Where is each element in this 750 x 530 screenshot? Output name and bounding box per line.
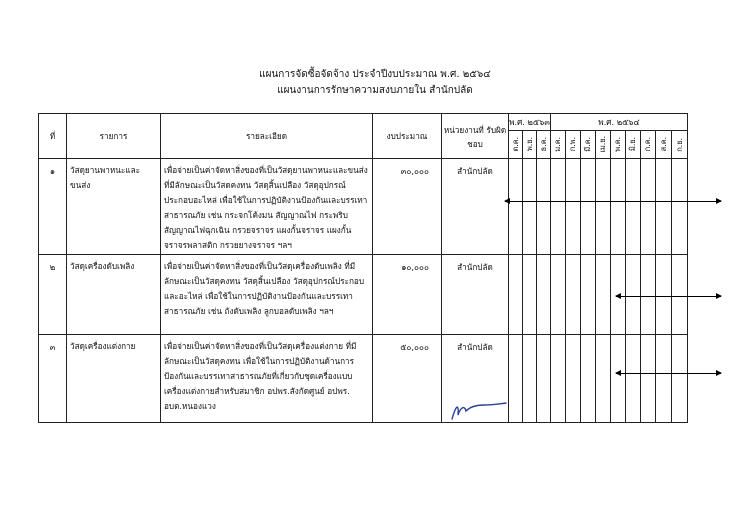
table-row bbox=[39, 255, 688, 335]
month-header: ต.ค. bbox=[509, 131, 523, 159]
row-budget: ๓๐,๐๐๐ bbox=[373, 159, 442, 255]
row-detail: เพื่อจ่ายเป็นค่าจัดหาสิ่งของที่เป็นวัสดุเครื่องแต่งกาย ที่มีลักษณะเป็นวัสดุคงทน เพื่อใช้ในการปฏิบัติงานด้านการป้องกันและบรรเทาสาธารณภัยที่เกี่ยวกับชุดเครื่องแบบ เครื่องแต่งกายสำหรับสมาชิก อปพร.สังกัดศูนย์ อปพร. อบต.หนองแวง bbox=[161, 335, 373, 423]
row-item: วัสดุเครื่องดับเพลิง bbox=[67, 255, 161, 335]
row-responsible: สำนักปลัด bbox=[442, 255, 509, 335]
procurement-plan-table bbox=[38, 113, 688, 423]
month-header: เม.ย. bbox=[596, 131, 611, 159]
month-header: ม.ค. bbox=[551, 131, 566, 159]
row-detail: เพื่อจ่ายเป็นค่าจัดหาสิ่งของที่เป็นวัสดุยานพาหนะและขนส่งที่มีลักษณะเป็นวัสดคงทน วัสดุสิ้นเปลือง วัสดุอุปกรณ์ประกอบอะไหล่ เพื่อใช้ในการปฏิบัติงานป้องกันและบรรเทาสาธารณภัย เช่น กระจกโค้งมน สัญญาณไฟ กระพริบ สัญญาณไฟฉุกเฉิน กรวยจราจร แผงกั้นจราจร แผงกั้นจราจรพลาสติก กรวยยางจราจร ฯลฯ bbox=[161, 159, 373, 255]
month-header: ก.ย. bbox=[672, 131, 688, 159]
row-budget: ๑๐,๐๐๐ bbox=[373, 255, 442, 335]
month-header: มี.ค. bbox=[581, 131, 596, 159]
header-detail: รายละเอียด bbox=[161, 114, 373, 159]
schedule-arrow-row-1 bbox=[505, 201, 721, 202]
header-year-2564: พ.ศ. ๒๕๖๔ bbox=[551, 114, 688, 131]
document-title: แผนการจัดซื้อจัดจ้าง ประจำปีงบประมาณ พ.ศ. ๒๕๖๔ bbox=[259, 69, 491, 80]
row-responsible: สำนักปลัด bbox=[442, 335, 509, 423]
row-budget: ๕๐,๐๐๐ bbox=[373, 335, 442, 423]
month-header: ส.ค. bbox=[656, 131, 672, 159]
row-detail: เพื่อจ่ายเป็นค่าจัดหาสิ่งของที่เป็นวัสดุเครื่องดับเพลิง ที่มีลักษณะเป็นวัสดุคงทน วัสดุสิ้นเปลือง วัสดุอุปกรณ์ประกอบและอะไหล่ เพื่อใช้ในการปฏิบัติงานป้องกันและบรรเทาสาธารณภัย เช่น ถังดับเพลิง ลูกบอลดับเพลิง ฯลฯ bbox=[161, 255, 373, 335]
signature-mark bbox=[450, 395, 510, 425]
header-responsible: หน่วยงานที่ รับผิดชอบ bbox=[442, 114, 509, 159]
row-no: ๑ bbox=[39, 159, 67, 255]
table-row bbox=[39, 159, 688, 255]
month-header: พ.ค. bbox=[611, 131, 626, 159]
month-header: พ.ย. bbox=[523, 131, 537, 159]
month-header: มิ.ย. bbox=[626, 131, 641, 159]
header-budget: งบประมาณ bbox=[373, 114, 442, 159]
month-header: ธ.ค. bbox=[537, 131, 551, 159]
header-item: รายการ bbox=[67, 114, 161, 159]
table-row bbox=[39, 335, 688, 423]
schedule-arrow-row-2 bbox=[616, 296, 721, 297]
row-item: วัสดุเครื่องแต่งกาย bbox=[67, 335, 161, 423]
document-subtitle: แผนงานการรักษาความสงบภายใน สำนักปลัด bbox=[277, 85, 473, 96]
row-no: ๒ bbox=[39, 255, 67, 335]
row-item: วัสดุยานพาหนะและขนส่ง bbox=[67, 159, 161, 255]
schedule-arrow-row-3 bbox=[616, 373, 721, 374]
month-header: ก.พ. bbox=[566, 131, 581, 159]
header-no: ที่ bbox=[39, 114, 67, 159]
month-header: ก.ค. bbox=[641, 131, 656, 159]
row-responsible: สำนักปลัด bbox=[442, 159, 509, 255]
row-no: ๓ bbox=[39, 335, 67, 423]
header-year-2563: พ.ศ. ๒๕๖๓ bbox=[509, 114, 551, 131]
